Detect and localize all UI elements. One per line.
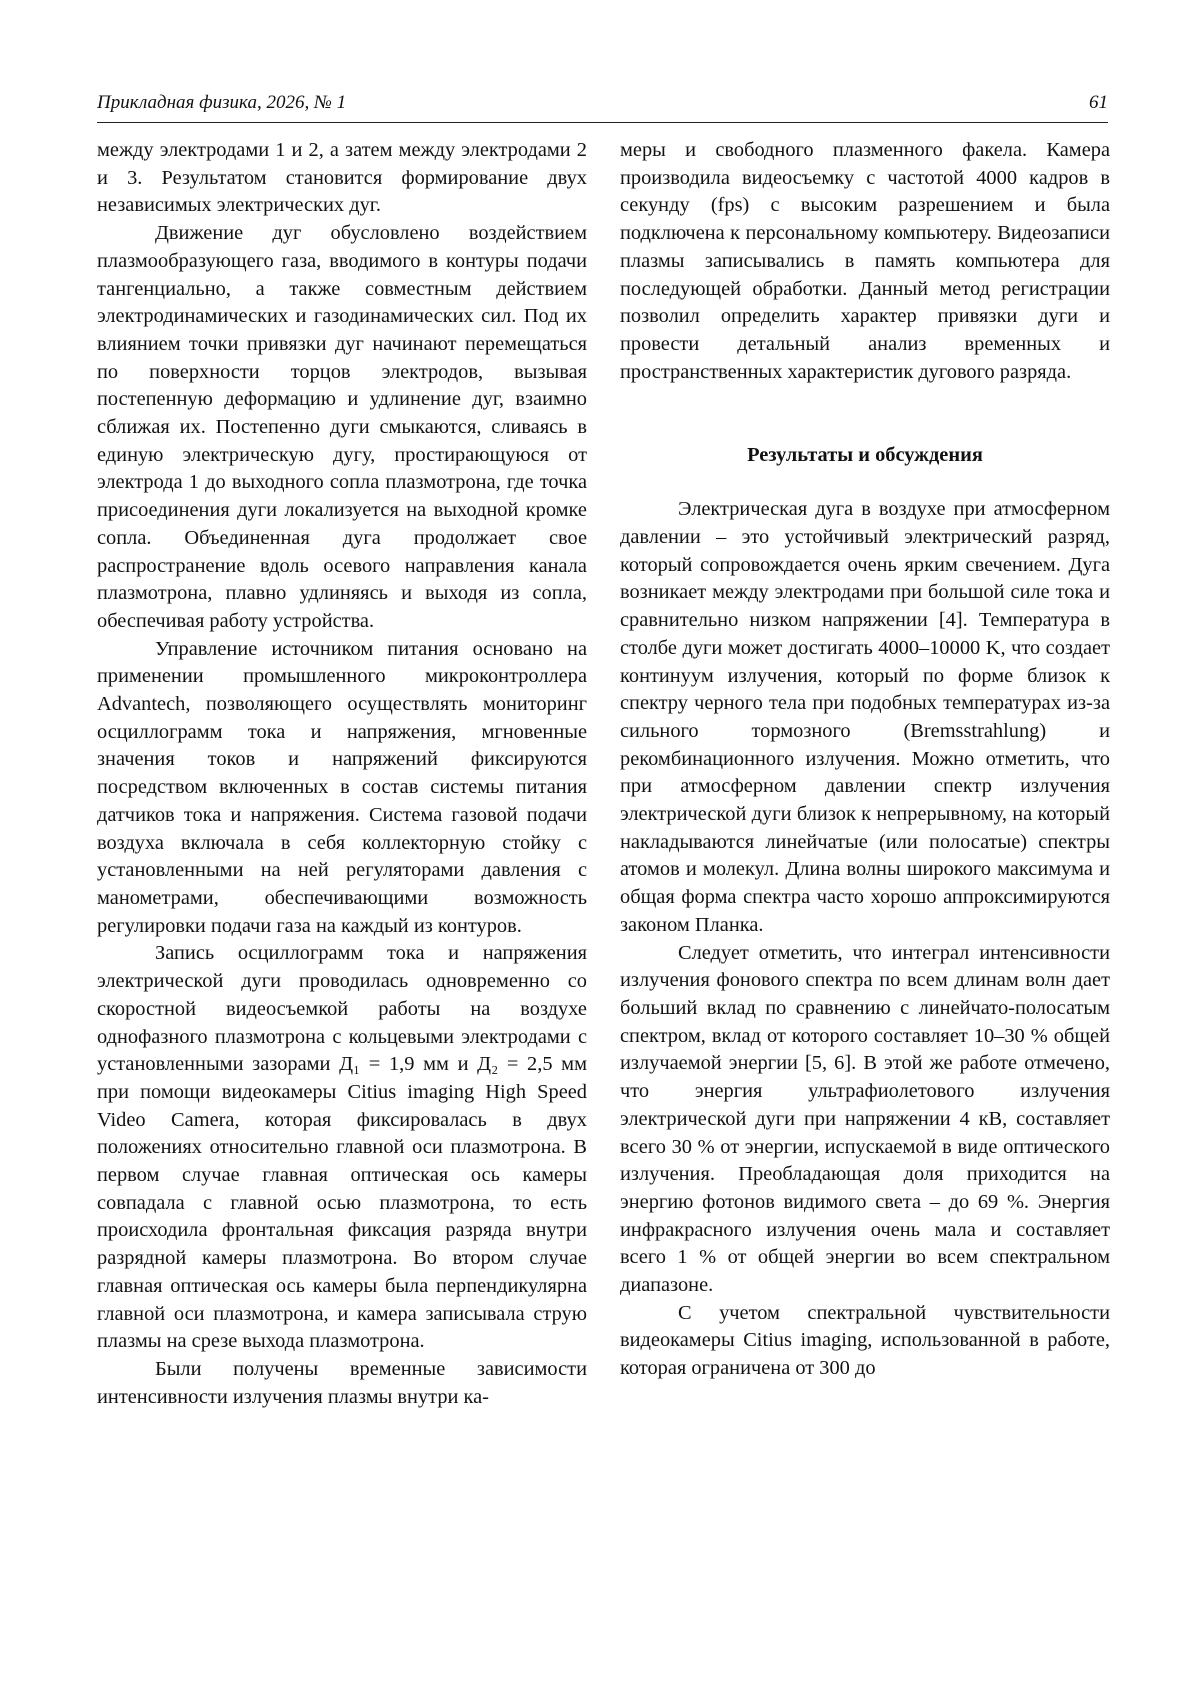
left-column xyxy=(97,137,587,1411)
paragraph: Следует отметить, что интеграл интенсивности излучения фонового спектра по всем длинам волн дает больший вклад по сравнению с линейчато-полосатым спектром, вклад от которого составляет 10–30 % общей излучаемой энергии [5, 6]. В этой же работе отмечено, что энергия ультрафиолетового излучения электрической дуги при напряжении 4 кВ, составляет всего 30 % от энергии, испускаемой в виде оптического излучения. Преобладающая доля приходится на энергию фотонов видимого света – до 69 %. Энергия инфракрасного излучения очень мала и составляет всего 1 % от общей энергии во всем спектральном диапазоне. xyxy=(620,941,1110,1297)
paragraph: С учетом спектральной чувствительности видеокамеры Citius imaging, использованной в работе, которая ограничена от 300 до xyxy=(620,1301,1110,1380)
paragraph: между электродами 1 и 2, а затем между электродами 2 и 3. Результатом становится формирование двух независимых электрических дуг. xyxy=(97,139,587,217)
paragraph: Запись осциллограмм тока и напряжения электрической дуги проводилась одновременно со скоростной видеосъемкой работы на воздухе однофазного плазмотрона с кольцевыми электродами с установленными зазорами Д₁ = 1,9 мм и Д₂ = 2,5 мм при помощи видеокамеры Citius imaging High Speed Video Camera, которая фиксировалась в двух положениях относительно главной оси плазмотрона. В первом случае главная оптическая ось камеры совпадала с главной осью плазмотрона, то есть происходила фронтальная фиксация разряда внутри разрядной камеры плазмотрона. Во втором случае главная оптическая ось камеры была перпендикулярна главной оси плазмотрона, и камера записывала струю плазмы на срезе выхода плазмотрона. xyxy=(97,942,587,1353)
paragraph: Управление источником питания основано на применении промышленного микроконтроллера Advantech, позволяющего осуществлять мониторинг осциллограмм тока и напряжения, мгновенные значения токов и напряжений фиксируются посредством включенных в состав системы питания датчиков тока и напряжения. Система газовой подачи воздуха включала в себя коллекторную стойку с установленными на ней регуляторами давления с манометрами, обеспечивающими возможность регулировки подачи газа на каждый из контуров. xyxy=(97,637,587,937)
paragraph: Электрическая дуга в воздухе при атмосферном давлении – это устойчивый электрический разряд, который сопровождается очень ярким свечением. Дуга возникает между электродами при большой силе тока и сравнительно низком напряжении [4]. Температура в столбе дуги может достигать 4000–10000 K, что создает континуум излучения, который по форме близок к спектру черного тела при подобных температурах из-за сильного тормозного (Bremsstrahlung) и рекомбинационного излучения. Можно отметить, что при атмосферном давлении спектр излучения электрической дуги близок к непрерывному, на который накладываются линейчатые (или полосатые) спектры атомов и молекул. Длина волны широкого максимума и общая форма спектра часто хорошо аппроксимируются законом Планка. xyxy=(620,498,1110,936)
right-column xyxy=(620,137,1110,1383)
journal-citation: Прикладная физика, 2026, № 1 xyxy=(97,92,347,113)
paragraph: меры и свободного плазменного факела. Камера производила видеосъемку с частотой 4000 кадров в секунду (fps) с высоким разрешением и была подключена к персональному компьютеру. Видеозаписи плазмы записывались в память компьютера для последующей обработки. Данный метод регистрации позволил определить характер привязки дуги и провести детальный анализ временных и пространственных характеристик дугового разряда. xyxy=(620,139,1110,383)
section-title: Результаты и обсуждения xyxy=(747,444,983,467)
paragraph: Движение дуг обусловлено воздействием плазмообразующего газа, вводимого в контуры подачи тангенциально, а также совместным действием электродинамических и газодинамических сил. Под их влиянием точки привязки дуг начинают перемещаться по поверхности торцов электродов, вызывая постепенную деформацию и удлинение дуг, взаимно сближая их. Постепенно дуги смыкаются, сливаясь в единую электрическую дугу, простирающуюся от электрода 1 до выходного сопла плазмотрона, где точка присоединения дуги локализуется на выходной кромке сопла. Объединенная дуга продолжает свое распространение вдоль осевого направления канала плазмотрона, плавно удлиняясь и выходя из сопла, обеспечивая работу устройства. xyxy=(97,222,587,632)
page-number: 61 xyxy=(1089,92,1108,113)
paragraph: Были получены временные зависимости интенсивности излучения плазмы внутри ка- xyxy=(97,1357,587,1408)
running-header xyxy=(97,92,1108,123)
